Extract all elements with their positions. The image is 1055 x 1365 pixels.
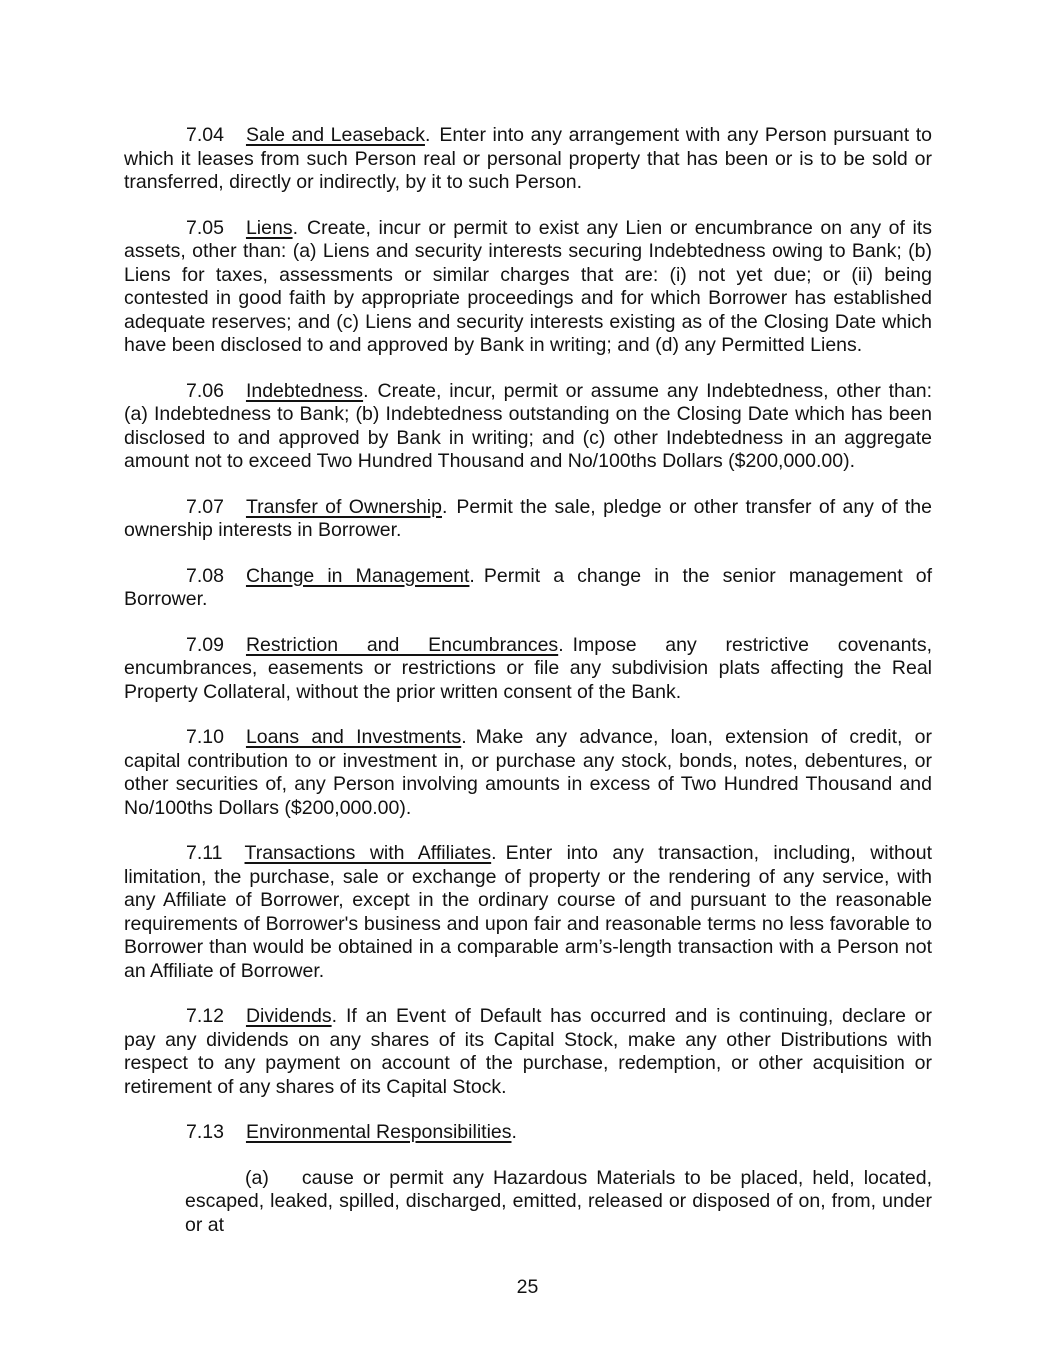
section-title-period: . <box>331 1005 338 1027</box>
page-number: 25 <box>516 1276 539 1298</box>
subsection-paragraph-a <box>185 1167 932 1238</box>
section-paragraph-7-06 <box>124 380 932 474</box>
section-number: 7.05 <box>186 216 224 239</box>
section-title: Indebtedness <box>245 379 364 402</box>
section-number: 7.08 <box>186 564 224 587</box>
section-number: 7.11 <box>186 842 223 864</box>
section-title: Loans and Investments <box>245 726 462 748</box>
subsection-body: cause or permit any Hazardous Materials to be placed, held, located, escaped, leaked, spilled, discharged, emitted, released or disposed of on, from, under or at <box>185 1166 932 1236</box>
section-paragraph-7-09 <box>124 634 932 705</box>
section-number: 7.04 <box>186 124 224 146</box>
section-paragraph-7-04 <box>124 124 932 195</box>
section-number: 7.09 <box>186 633 224 656</box>
section-paragraph-7-10 <box>124 726 932 820</box>
section-paragraph-7-05 <box>124 217 932 358</box>
section-title: Liens <box>245 216 293 239</box>
section-body: Permit a change in the senior management of Borrower. <box>124 564 933 610</box>
section-number: 7.12 <box>186 1005 224 1027</box>
section-body: Enter into any transaction, including, without limitation, the purchase, sale or exchange of property or the rendering of any service, with any Affiliate of Borrower, except in the ordinary course of and pursuant to the reasonable requirements of Borrower's business and upon fair and reasonable terms no less favorable to Borrower than would be obtained in a comparable arm’s-length transaction with a Person not an Affiliate of Borrower. <box>124 842 932 982</box>
section-number: 7.07 <box>186 495 224 518</box>
section-body: Create, incur, permit or assume any Indebtedness, other than: (a) Indebtedness to Bank; (b) Indebtedness outstanding on the Closing Date which has been disclosed to and approved by Bank in writing; and (c) other Indebtedness in an aggregate amount not to exceed Two Hundred Thousand and No/100ths Dollars ($200,000.00). <box>124 379 932 472</box>
section-body: Make any advance, loan, extension of credit, or capital contribution to or investment in, or purchase any stock, bonds, notes, debentures, or other securities of, any Person involving amounts in excess of Two Hundred Thousand and No/100ths Dollars ($200,000.00). <box>124 726 932 819</box>
section-title: Restriction and Encumbrances <box>245 633 559 656</box>
section-body: Impose any restrictive covenants, encumbrances, easements or restrictions or file any subdivision plats affecting the Real Property Collateral, without the prior written consent of the Bank. <box>124 633 932 703</box>
section-number: 7.10 <box>186 726 224 748</box>
section-paragraph-7-07 <box>124 496 932 543</box>
section-title-period: . <box>363 379 369 402</box>
section-title: Transactions with Affiliates <box>244 842 492 864</box>
section-body: Permit the sale, pledge or other transfer of any of the ownership interests in Borrower. <box>124 495 932 541</box>
section-paragraph-7-12 <box>124 1005 932 1099</box>
section-title-period: . <box>491 842 497 864</box>
section-title: Dividends <box>245 1005 332 1027</box>
section-number: 7.06 <box>186 379 224 402</box>
section-paragraph-7-11 <box>124 842 932 983</box>
section-body: Create, incur or permit to exist any Lien or encumbrance on any of its assets, other than: (a) Liens and security interests securing Indebtedness owing to Bank; (b) Liens for taxes, assessments or similar charges that are: (i) not yet due; or (ii) being contested in good faith by appropriate proceedings and for which Borrower has established adequate reserves; and (c) Liens and security interests existing as of the Closing Date which have been disclosed to and approved by Bank in writing; and (d) any Permitted Liens. <box>124 216 932 356</box>
document-page <box>124 124 932 1259</box>
section-title-period: . <box>292 216 298 239</box>
section-title-period: . <box>558 633 564 656</box>
section-title: Sale and Leaseback <box>245 124 425 146</box>
subsection-label: (a) <box>245 1166 269 1189</box>
section-title-period: . <box>511 1121 517 1143</box>
section-body: If an Event of Default has occurred and is continuing, declare or pay any dividends on any shares of its Capital Stock, make any other Distributions with respect to any payment on account of the purchase, redemption, or other acquisition or retirement of any shares of its Capital Stock. <box>124 1005 932 1098</box>
section-body: Enter into any arrangement with any Person pursuant to which it leases from such Person real or personal property that has been or is to be sold or transferred, directly or indirectly, by it to such Person. <box>124 124 932 193</box>
section-title: Environmental Responsibilities <box>245 1121 512 1143</box>
page-footer <box>0 1276 1055 1300</box>
section-title: Transfer of Ownership <box>245 495 442 518</box>
section-title-period: . <box>441 495 448 518</box>
section-title-period: . <box>469 564 475 587</box>
section-paragraph-7-13 <box>124 1121 932 1145</box>
section-paragraph-7-08 <box>124 565 932 612</box>
section-title-period: . <box>424 124 431 146</box>
section-title-period: . <box>461 726 467 748</box>
section-number: 7.13 <box>186 1121 224 1143</box>
section-title: Change in Management <box>245 564 470 587</box>
